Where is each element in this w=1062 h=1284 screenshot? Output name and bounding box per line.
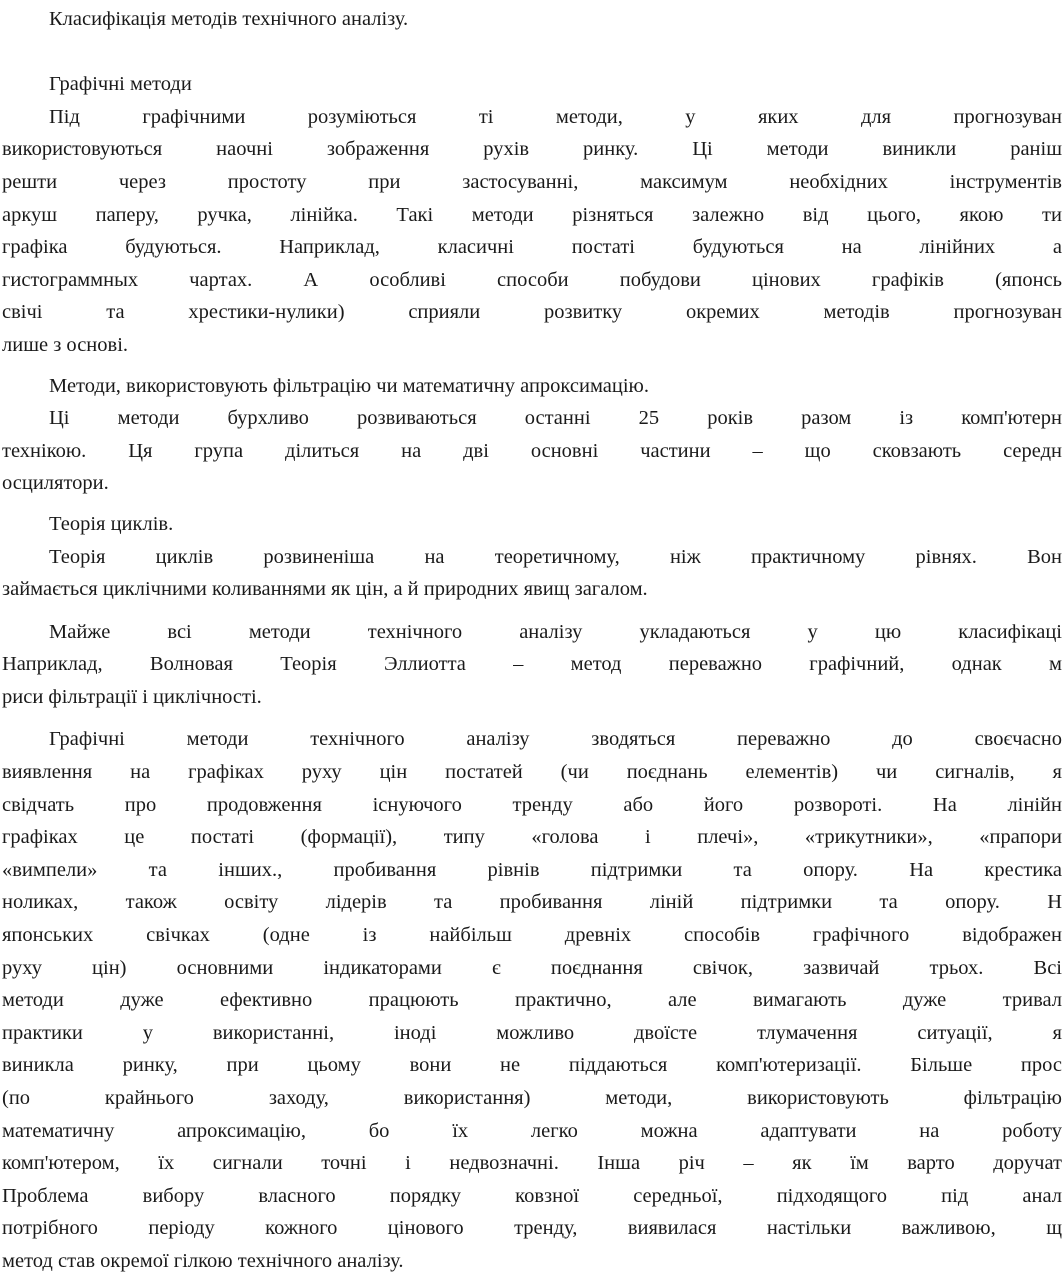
paragraph-line: графіках це постаті (формації), типу «голова і плечі», «трикутники», «прапори [2, 826, 1062, 849]
paragraph-line: лише з основі. [2, 333, 129, 356]
paragraph-line: Під графічними розуміються ті методи, у яких для прогнозуван [49, 105, 1062, 128]
section-title-cycle-theory: Теорія циклів. [49, 512, 174, 535]
paragraph-line: займається циклічними коливаннями як цін, а й природних явищ загалом. [2, 578, 648, 601]
paragraph-line: аркуш паперу, ручка, лінійка. Такі методи різняться залежно від цього, якою ти [2, 203, 1062, 226]
paragraph-filter-methods [2, 402, 1062, 500]
section-title-graphic-methods: Графічні методи [49, 73, 192, 96]
paragraph-line: свічі та хрестики-нулики) сприяли розвитку окремих методів прогнозуван [2, 301, 1062, 324]
paragraph-line: Наприклад, Волновая Теорія Эллиотта – метод переважно графічний, однак м [2, 653, 1062, 676]
paragraph-line: риси фільтрації і циклічності. [2, 685, 262, 708]
paragraph-line: решти через простоту при застосуванні, максимум необхідних інструментів [2, 170, 1062, 193]
document-text [2, 3, 1062, 1278]
paragraph-line: комп'ютером, їх сигнали точні і недвозначні. Інша річ – як їм варто доручат [2, 1152, 1062, 1175]
paragraph-line: методи дуже ефективно працюють практично, але вимагають дуже тривал [2, 989, 1062, 1012]
section-title-filter-methods: Методи, використовують фільтрацію чи математичну апроксимацію. [49, 374, 649, 397]
paragraph-line: Проблема вибору власного порядку ковзної середньої, підходящого під анал [2, 1184, 1062, 1207]
paragraph-line: Теорія циклів розвиненіша на теоретичному, ніж практичному рівнях. Вон [49, 545, 1062, 568]
blank-line [2, 36, 1062, 69]
paragraph-line: виникла ринку, при цьому вони не піддаються комп'ютеризації. Більше прос [2, 1054, 1062, 1077]
paragraph-cycle-theory [2, 541, 1062, 606]
paragraph-line: осцилятори. [2, 472, 109, 495]
paragraph-classification [2, 616, 1062, 714]
paragraph-line: (по крайнього заходу, використання) методи, використовують фільтрацію [2, 1087, 1062, 1109]
paragraph-line: Майже всі методи технічного аналізу укладаються у цю класифікаці [49, 620, 1062, 643]
paragraph-line: виявлення на графіках руху цін постатей (чи поєднань елементів) чи сигналів, я [2, 761, 1062, 784]
paragraph-line: метод став окремої гілкою технічного аналізу. [2, 1249, 404, 1272]
paragraph-line: гистограммных чартах. А особливі способи побудови цінових графіків (японсь [2, 268, 1062, 291]
paragraph-line: математичну апроксимацію, бо їх легко можна адаптувати на роботу [2, 1119, 1062, 1142]
paragraph-line: технікою. Ця група ділиться на дві основні частини – що сковзають середн [2, 439, 1062, 462]
paragraph-line: руху цін) основними індикаторами є поєднання свічок, зазвичай трьох. Всі [2, 956, 1062, 979]
paragraph-line: свідчать про продовження існуючого тренду або його розвороті. На лінійн [2, 793, 1062, 816]
paragraph-line: «вимпели» та інших., пробивання рівнів підтримки та опору. На крестика [2, 858, 1062, 881]
paragraph-line: використовуються наочні зображення рухів ринку. Ці методи виникли раніш [2, 138, 1062, 161]
paragraph-graphic-methods [2, 101, 1062, 362]
paragraph-line: ноликах, також освіту лідерів та пробивання ліній підтримки та опору. Н [2, 891, 1062, 914]
document-heading: Класифікація методів технічного аналізу. [49, 8, 409, 30]
paragraph-line: Графічні методи технічного аналізу зводяться переважно до своєчасно [49, 728, 1062, 751]
paragraph-line: практики у використанні, іноді можливо двоїсте тлумачення ситуації, я [2, 1021, 1062, 1044]
paragraph-line: Ці методи бурхливо розвиваються останні 25 років разом із комп'ютерн [49, 407, 1062, 430]
paragraph-line: графіка будуються. Наприклад, класичні постаті будуються на лінійних а [2, 236, 1062, 259]
paragraph-graphic-analysis [2, 723, 1062, 1277]
paragraph-line: потрібного періоду кожного цінового тренду, виявилася настільки важливою, щ [2, 1217, 1062, 1240]
paragraph-line: японських свічках (одне із найбільш древніх способів графічного відображен [2, 924, 1062, 947]
